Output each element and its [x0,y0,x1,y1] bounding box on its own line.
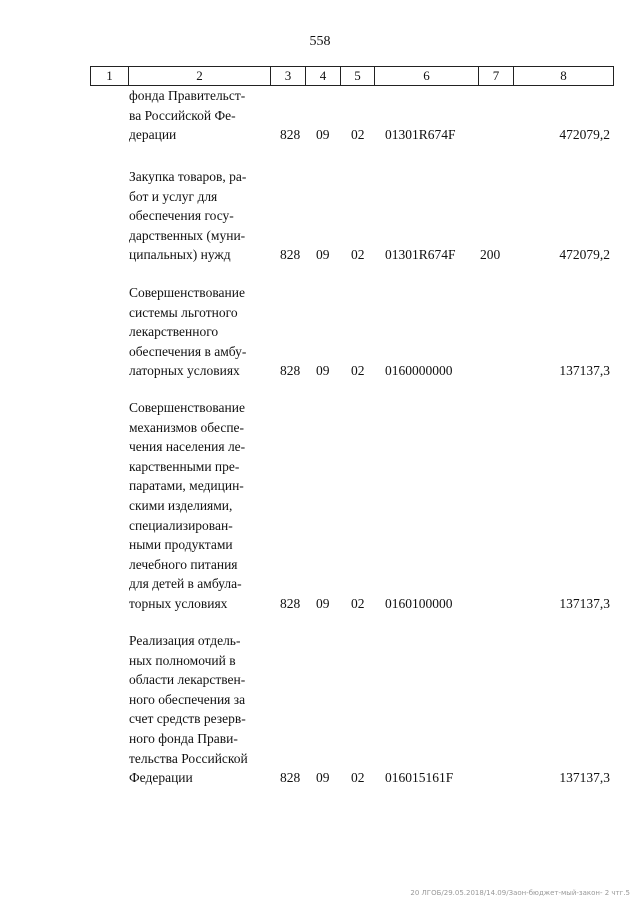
row-name-line: Реализация отдель- [129,633,241,648]
row-name [129,398,265,614]
row-name-line: ного обеспечения за [129,691,246,707]
rz-code: 09 [316,596,330,611]
row-name-line: механизмов обеспе- [129,419,245,435]
row-name-line: области лекарствен- [129,672,246,688]
page-number: 558 [309,34,331,49]
row-name-line: ными продуктами [129,537,233,553]
row-name-line: обеспечения в амбу- [129,343,247,359]
sum-value: 137137,3 [559,770,610,786]
pr-code: 02 [351,247,365,263]
row-name-line: ципальных) нужд [129,247,231,263]
pr-code: 02 [351,363,365,379]
column-header-7: 7 [479,67,514,85]
row-name [129,86,265,145]
row-name-line: тельства Российской [129,750,248,766]
row-name-line: латорных условиях [129,363,240,379]
row-name [129,283,265,381]
row-name-line: фонда Правительст- [129,88,246,103]
row-name-line: Совершенствование [129,285,245,300]
row-name [129,631,265,788]
row-name-line: дерации [129,127,177,143]
row-name-line: паратами, медицин- [129,478,244,494]
cs-code: 016015161F [385,770,454,786]
cs-code: 0160000000 [385,363,453,379]
sum-value: 472079,2 [559,247,610,263]
footer-stamp: 20 ЛГОБ/29.05.2018/14.09/Заон-бюджет-мый-закон- 2 чтг.5 [410,889,630,897]
pr-code: 02 [351,770,365,786]
row-name-line: счет средств резерв- [129,711,246,727]
column-header-row [90,66,614,86]
row-name-line: лечебного питания [129,556,238,572]
column-header-6: 6 [375,67,479,85]
rz-code: 09 [316,363,330,379]
row-name-line: обеспечения госу- [129,208,234,224]
gr-code: 828 [280,596,301,611]
sum-value: 472079,2 [559,127,610,143]
row-name-line: скими изделиями, [129,497,233,513]
row-name-line: дарственных (муни- [129,227,246,243]
sum-value: 137137,3 [559,363,610,379]
cs-code: 01301R674F [385,127,456,143]
gr-code: 828 [280,127,301,143]
row-name-line: Федерации [129,770,193,786]
cs-code: 01301R674F [385,247,456,263]
gr-code: 828 [280,363,301,379]
column-header-4: 4 [306,67,341,85]
rz-code: 09 [316,247,330,263]
column-header-1: 1 [91,67,129,85]
row-name-line: ного фонда Прави- [129,730,238,746]
row-name-line: карственными пре- [129,458,240,474]
row-name-line: Закупка товаров, ра- [129,169,247,184]
row-name-line: для детей в амбула- [129,576,242,592]
gr-code: 828 [280,770,301,786]
cs-code: 0160100000 [385,596,453,611]
row-name-line: торных условиях [129,595,228,611]
gr-code: 828 [280,247,301,263]
vr-code: 200 [480,247,501,263]
rz-code: 09 [316,127,330,143]
row-name-line: системы льготного [129,304,238,320]
row-name-line: ва Российской Фе- [129,107,236,123]
sum-value: 137137,3 [559,596,610,611]
row-name-line: чения населения ле- [129,439,246,455]
column-header-5: 5 [341,67,375,85]
column-header-2: 2 [129,67,271,85]
row-name-line: бот и услуг для [129,188,218,204]
row-name-line: ных полномочий в [129,652,236,668]
column-header-8: 8 [560,68,567,83]
row-name-line: лекарственного [129,324,219,340]
pr-code: 02 [351,596,365,611]
row-name-line: специализирован- [129,517,233,533]
column-header-3: 3 [271,67,306,85]
rz-code: 09 [316,770,330,786]
pr-code: 02 [351,127,365,143]
row-name-line: Совершенствование [129,400,245,415]
row-name [129,167,265,265]
